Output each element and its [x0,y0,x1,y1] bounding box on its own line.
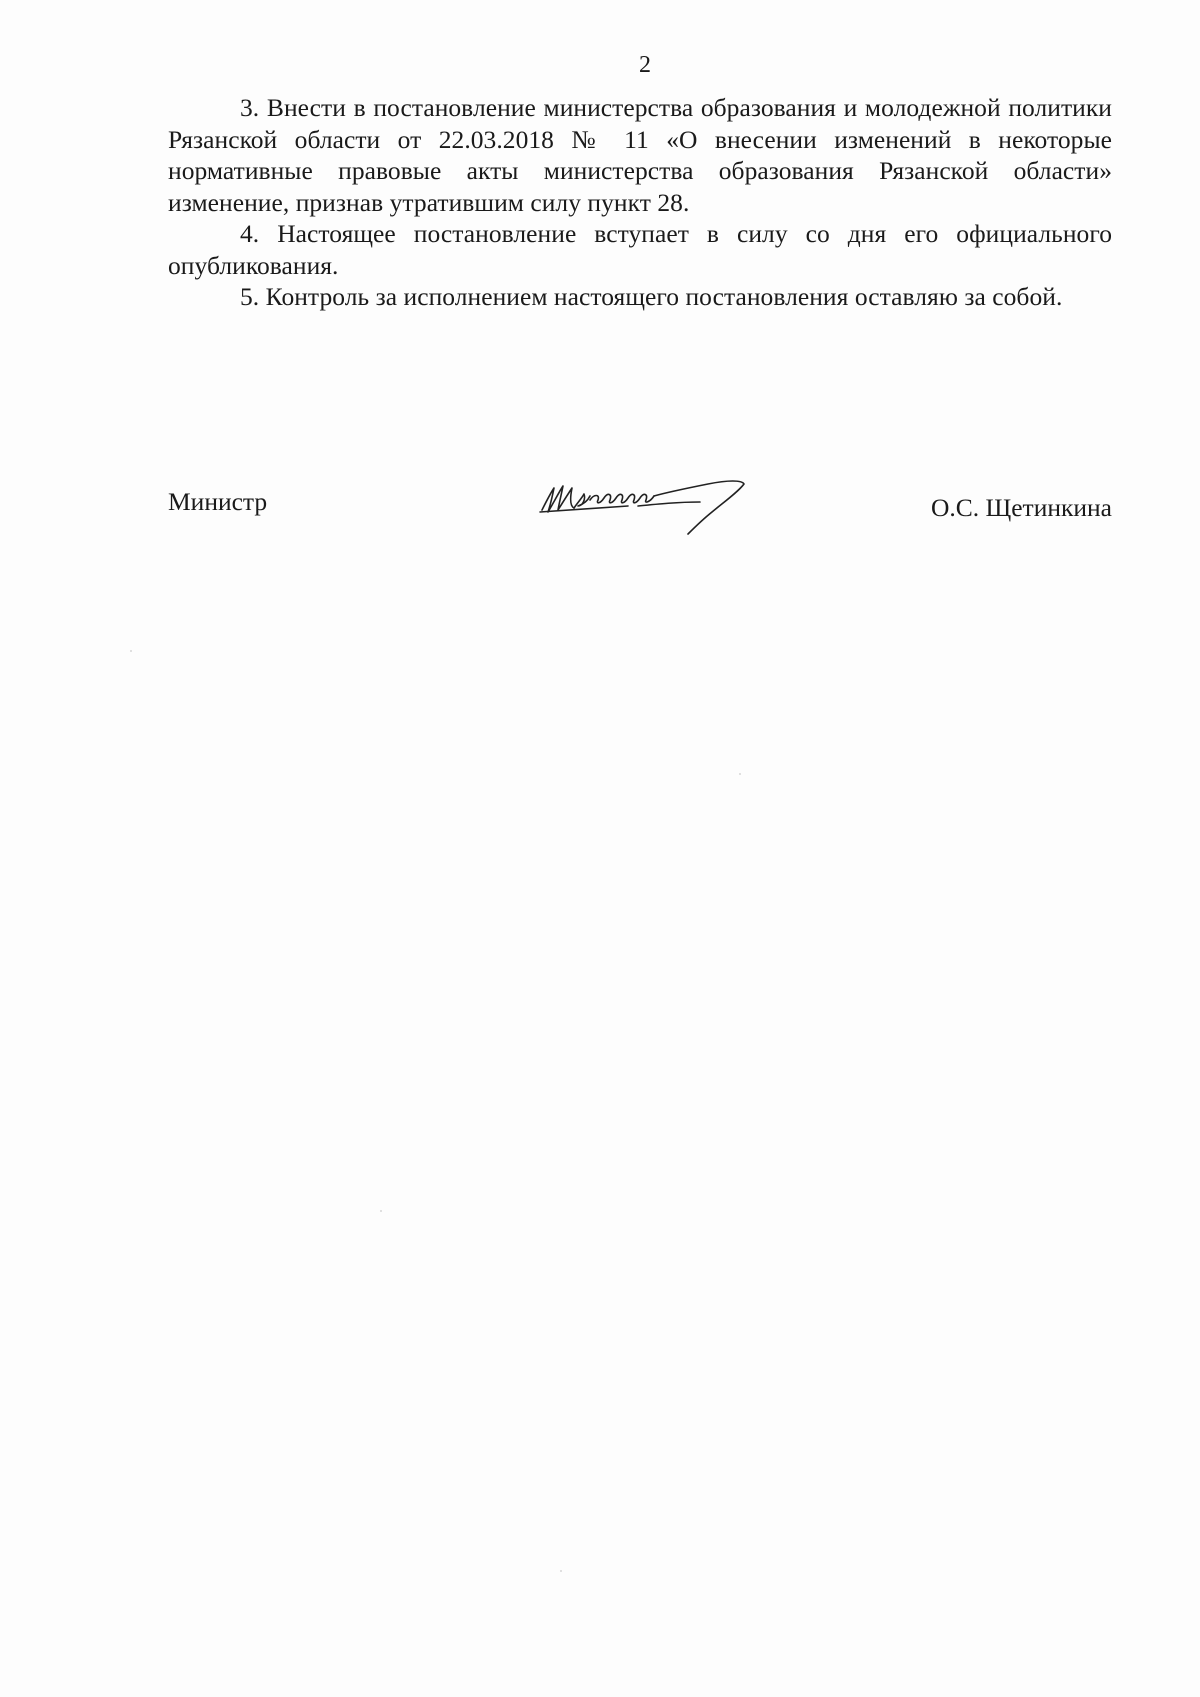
page-number: 2 [639,52,651,78]
paragraph-4: 4. Настоящее постановление вступает в силу со дня его официального опубликования. [168,219,1112,280]
scan-speck [560,1570,562,1572]
document-body [168,92,1112,313]
signatory-name: О.С. Щетинкина [930,493,1112,522]
signatory-position: Министр [168,487,268,516]
paragraph-3: 3. Внести в постановление министерства образования и молодежной политики Рязанской области от 22.03.2018 № 11 «О внесении изменений в некоторые нормативные правовые акты министерства образования Рязанской области» изменение, признав утратившим силу пункт 28. [168,93,1112,217]
paragraph-5: 5. Контроль за исполнением настоящего постановления оставляю за собой. [240,282,1063,311]
scan-speck [739,773,741,775]
scan-speck [380,1210,382,1212]
signature-block [168,472,1112,542]
handwritten-signature [528,472,768,542]
scan-speck [130,650,132,652]
